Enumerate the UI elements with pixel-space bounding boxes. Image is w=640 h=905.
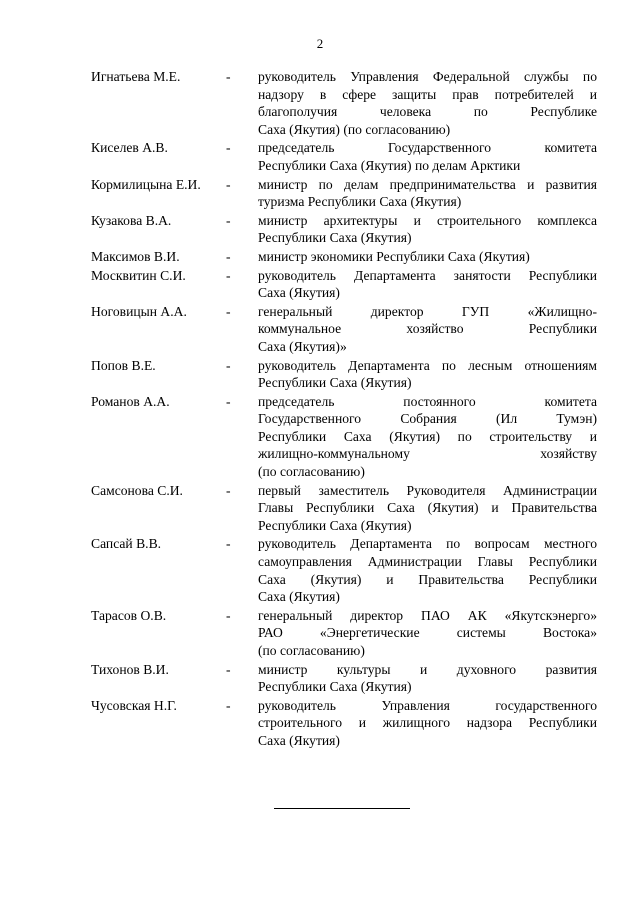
separator-dash: - (226, 536, 231, 552)
member-entry (91, 607, 597, 660)
member-entry (91, 482, 597, 535)
role-line: самоуправления Администрации Главы Республики (258, 554, 597, 570)
role-line: жилищно-коммунальному хозяйству (258, 446, 597, 462)
member-name: Москвитин С.И. (91, 267, 186, 283)
separator-dash: - (226, 176, 231, 192)
role-line: (по согласованию) (258, 643, 365, 658)
member-entry (91, 267, 597, 302)
separator-dash: - (226, 69, 231, 84)
role-line: руководитель Департамента по лесным отношениям (258, 357, 597, 373)
member-role (258, 607, 597, 660)
member-entry (91, 68, 597, 138)
role-line: руководитель Департамента занятости Республики (258, 267, 597, 283)
role-line: туризма Республики Саха (Якутия) (258, 194, 462, 210)
role-line: руководитель Управления государственного (258, 697, 597, 713)
member-entry (91, 661, 597, 696)
member-role (258, 303, 597, 356)
member-entry (91, 212, 597, 247)
role-line: Саха (Якутия) и Правительства Республики (258, 571, 597, 587)
member-role (258, 68, 597, 138)
member-list (91, 68, 597, 751)
page-number: 2 (316, 36, 324, 51)
role-line: министр по делам предпринимательства и развития (258, 176, 597, 192)
role-line: благополучия человека по Республике (258, 104, 597, 120)
role-line: генеральный директор ГУП «Жилищно- (258, 303, 597, 319)
separator-dash: - (226, 661, 231, 677)
member-role (258, 482, 597, 535)
role-line: коммунальное хозяйство Республики (258, 321, 597, 337)
role-line: Главы Республики Саха (Якутия) и Правительства (258, 500, 597, 516)
role-line: министр архитектуры и строительного комплекса (258, 212, 597, 228)
separator-dash: - (226, 212, 231, 228)
role-line: руководитель Управления Федеральной службы по (258, 69, 597, 84)
separator-dash: - (226, 482, 231, 498)
separator-dash: - (226, 303, 231, 319)
role-line: Республики Саха (Якутия) (258, 517, 412, 533)
member-role (258, 212, 597, 247)
member-role (258, 661, 597, 696)
member-role (258, 248, 597, 266)
role-line: РАО «Энергетические системы Востока» (258, 625, 597, 641)
member-entry (91, 393, 597, 481)
role-line: генеральный директор ПАО АК «Якутскэнерго» (258, 607, 597, 623)
member-name: Кузакова В.А. (91, 212, 172, 228)
role-line: Саха (Якутия) (по согласованию) (258, 121, 451, 137)
role-line: строительного и жилищного надзора Республики (258, 715, 597, 731)
separator-dash: - (226, 393, 231, 409)
role-line: Республики Саха (Якутия) (258, 679, 412, 695)
separator-dash: - (226, 248, 231, 264)
role-line: Саха (Якутия)» (258, 338, 347, 354)
member-role (258, 393, 597, 481)
member-role (258, 139, 597, 174)
separator-dash: - (226, 267, 231, 283)
member-name: Попов В.Е. (91, 357, 156, 373)
role-line: руководитель Департамента по вопросам местного (258, 536, 597, 552)
separator-dash: - (226, 607, 231, 623)
separator-dash: - (226, 357, 231, 373)
member-role (258, 267, 597, 302)
member-name: Максимов В.И. (91, 248, 180, 264)
member-name: Тихонов В.И. (91, 661, 169, 677)
member-role (258, 535, 597, 605)
separator-dash: - (226, 697, 231, 713)
role-line: Саха (Якутия) (258, 285, 340, 301)
member-entry (91, 248, 597, 266)
role-line: председатель постоянного комитета (258, 393, 597, 409)
role-line: министр культуры и духовного развития (258, 661, 597, 677)
role-line: надзору в сфере защиты прав потребителей и (258, 86, 597, 102)
member-entry (91, 176, 597, 211)
role-line: Государственного Собрания (Ил Тумэн) (258, 411, 597, 427)
member-name: Чусовская Н.Г. (91, 697, 177, 713)
member-entry (91, 139, 597, 174)
role-line: первый заместитель Руководителя Администрации (258, 482, 597, 498)
separator-dash: - (226, 140, 231, 156)
member-entry (91, 535, 597, 605)
role-line: (по согласованию) (258, 464, 365, 480)
member-entry (91, 303, 597, 356)
role-line: министр экономики Республики Саха (Якутия) (258, 248, 530, 264)
role-line: Саха (Якутия) (258, 732, 340, 748)
member-name: Тарасов О.В. (91, 607, 167, 623)
member-role (258, 697, 597, 750)
role-line: Республики Саха (Якутия) по строительству и (258, 428, 597, 444)
role-line: Саха (Якутия) (258, 589, 340, 605)
member-entry (91, 697, 597, 750)
role-line: Республики Саха (Якутия) (258, 230, 412, 246)
member-name: Сапсай В.В. (91, 536, 162, 552)
member-role (258, 176, 597, 211)
member-name: Ноговицын А.А. (91, 303, 187, 319)
member-name: Киселев А.В. (91, 140, 168, 156)
member-name: Игнатьева М.Е. (91, 69, 181, 84)
member-name: Кормилицына Е.И. (91, 176, 201, 192)
end-rule (274, 808, 410, 809)
member-name: Самсонова С.И. (91, 482, 183, 498)
member-entry (91, 357, 597, 392)
role-line: Республики Саха (Якутия) (258, 375, 412, 391)
member-role (258, 357, 597, 392)
member-name: Романов А.А. (91, 393, 170, 409)
role-line: Республики Саха (Якутия) по делам Арктики (258, 157, 521, 173)
role-line: председатель Государственного комитета (258, 140, 597, 156)
